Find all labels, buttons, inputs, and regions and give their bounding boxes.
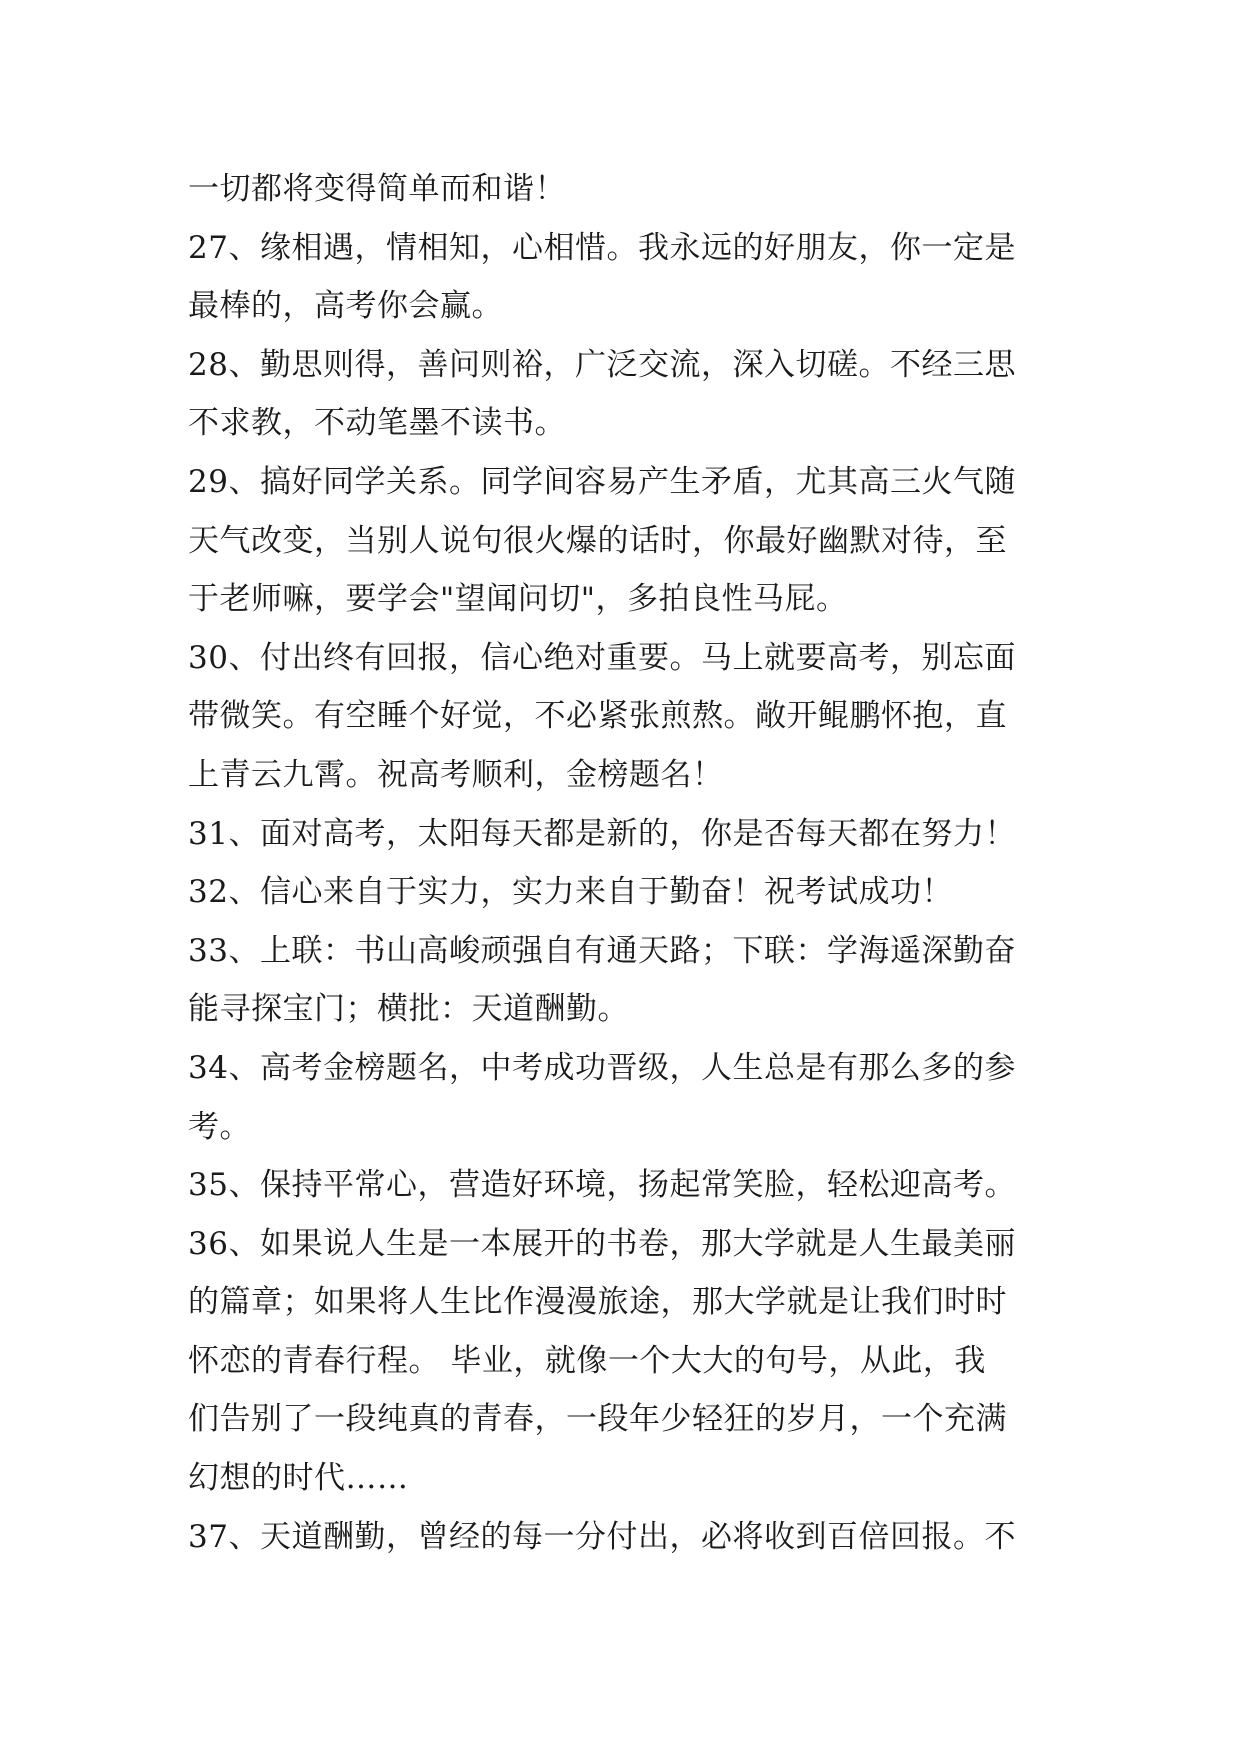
text-line: 27、缘相遇，情相知，心相惜。我永远的好朋友，你一定是 <box>188 229 1016 266</box>
text-line: 怀恋的青春行程。 毕业，就像一个大大的句号，从此，我 <box>188 1342 986 1379</box>
text-line: 于老师嘛，要学会"望闻问切"，多拍良性马屁。 <box>188 581 848 618</box>
text-line: 37、天道酬勤，曾经的每一分付出，必将收到百倍回报。不 <box>188 1518 1016 1555</box>
text-line: 32、信心来自于实力，实力来自于勤奋！祝考试成功！ <box>188 874 953 911</box>
text-line: 36、如果说人生是一本展开的书卷，那大学就是人生最美丽 <box>188 1225 1016 1262</box>
text-line: 们告别了一段纯真的青春，一段年少轻狂的岁月，一个充满 <box>188 1401 1007 1438</box>
text-line: 上青云九霄。祝高考顺利，金榜题名！ <box>188 756 724 793</box>
text-line: 30、付出终有回报，信心绝对重要。马上就要高考，别忘面 <box>188 639 1016 676</box>
text-line: 28、勤思则得，善问则裕，广泛交流，深入切磋。不经三思 <box>188 346 1016 383</box>
text-line: 34、高考金榜题名，中考成功晋级，人生总是有那么多的参 <box>188 1049 1016 1086</box>
text-line: 31、面对高考，太阳每天都是新的，你是否每天都在努力！ <box>188 815 1016 852</box>
text-line: 带微笑。有空睡个好觉，不必紧张煎熬。敞开鲲鹏怀抱，直 <box>188 698 1007 735</box>
text-line: 33、上联：书山高峻顽强自有通天路；下联：学海遥深勤奋 <box>188 932 1016 969</box>
text-line: 能寻探宝门；横批：天道酬勤。 <box>188 991 629 1028</box>
document-body <box>188 160 1068 1566</box>
text-line: 最棒的，高考你会赢。 <box>188 288 503 325</box>
text-line: 不求教，不动笔墨不读书。 <box>188 405 566 442</box>
text-line: 29、搞好同学关系。同学间容易产生矛盾，尤其高三火气随 <box>188 463 1016 500</box>
text-line: 的篇章；如果将人生比作漫漫旅途，那大学就是让我们时时 <box>188 1284 1007 1321</box>
text-line: 天气改变，当别人说句很火爆的话时，你最好幽默对待，至 <box>188 522 1007 559</box>
text-line: 幻想的时代…… <box>188 1460 409 1497</box>
text-line: 一切都将变得简单而和谐！ <box>188 171 566 207</box>
text-line: 35、保持平常心，营造好环境，扬起常笑脸，轻松迎高考。 <box>188 1167 1016 1204</box>
text-line: 考。 <box>188 1108 251 1145</box>
